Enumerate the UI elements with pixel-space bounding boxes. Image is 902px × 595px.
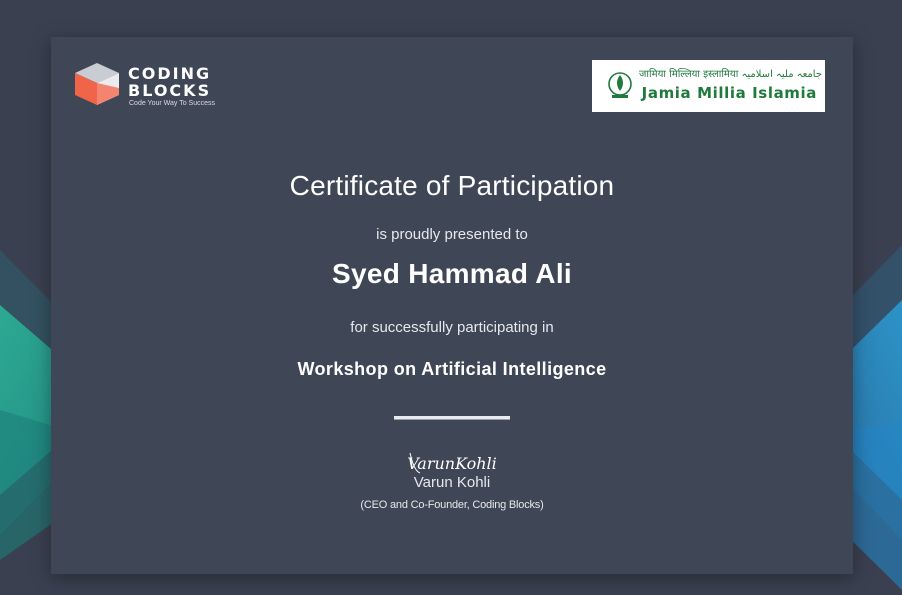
participation-text: for successfully participating in xyxy=(350,319,554,336)
signature-text: VarunKohli xyxy=(407,454,497,473)
certificate-title: Certificate of Participation xyxy=(289,170,615,201)
jamia-millia-islamia-logo xyxy=(592,60,825,112)
recipient-name: Syed Hammad Ali xyxy=(332,258,572,289)
signer-role: (CEO and Co-Founder, Coding Blocks) xyxy=(360,499,544,511)
logo-text-blocks: BLOCKS xyxy=(128,81,212,100)
university-name: Jamia Millia Islamia xyxy=(641,84,817,102)
cube-logo-icon xyxy=(73,61,121,107)
presented-text: is proudly presented to xyxy=(376,226,528,243)
logo-text-coding: CODING xyxy=(128,64,212,83)
university-script-name: जामिया मिल्लिया इस्लामिया جامعہ ملیہ اسلامیہ xyxy=(639,69,823,80)
event-name: Workshop on Artificial Intelligence xyxy=(297,359,607,379)
certificate-card xyxy=(51,37,853,574)
university-emblem-icon xyxy=(606,71,634,101)
signer-name: Varun Kohli xyxy=(413,474,491,491)
logo-tagline: Code Your Way To Success xyxy=(129,100,215,107)
coding-blocks-logo xyxy=(73,58,223,110)
signature-image xyxy=(404,447,500,477)
divider xyxy=(394,416,510,420)
